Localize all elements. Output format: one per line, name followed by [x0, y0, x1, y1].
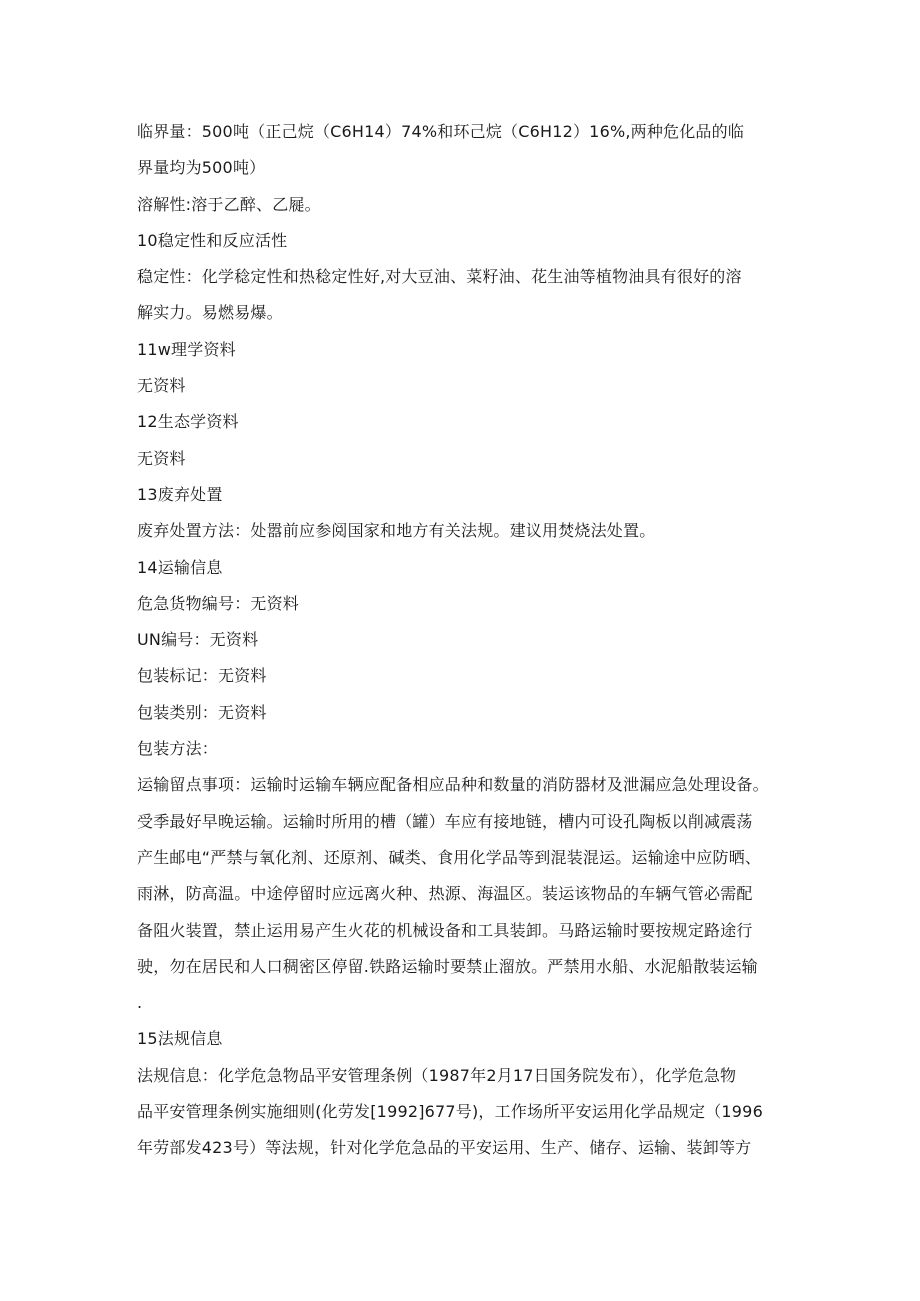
solubility-line: 溶解性:溶于乙醉、乙屣。 — [137, 194, 321, 214]
document-body — [137, 114, 817, 1167]
stability-line-2: 解实力。易燃易爆。 — [137, 303, 283, 323]
transport-notes-line-4: 雨淋，防高温。中途停留时应远离火种、热源、海温区。装运该物品的车辆气管必需配 — [137, 884, 753, 904]
transport-notes-line-7: . — [137, 993, 143, 1013]
disposal-method-line: 废弃处置方法：处嚣前应参阅国家和地方有关法规。建议用焚烧法处置。 — [137, 521, 656, 541]
regulation-line-1: 法规信息：化学危急物品平安管理条例（1987年2月17日国务院发布），化学危急物 — [137, 1065, 737, 1085]
transport-notes-line-6: 驶，勿在居民和人口稠密区停留.铁路运输时要禁止溜放。严禁用水船、水泥船散装运输 — [137, 956, 758, 976]
section-15-heading: 15法规信息 — [137, 1029, 223, 1049]
section-13-heading: 13废弃处置 — [137, 484, 223, 504]
transport-notes-line-3: 产生邮电“严禁与氧化剂、还原剂、碱类、食用化学品等到混装混运。运输途中应防晒、 — [137, 847, 762, 867]
regulation-line-3: 年劳部发423号）等法规，针对化学危急品的平安运用、生产、储存、运输、装卸等方 — [137, 1138, 752, 1158]
packaging-mark-line: 包装标记：无资料 — [137, 666, 267, 686]
section-11-heading: 11w理学资料 — [137, 339, 236, 359]
section-12-heading: 12生态学资料 — [137, 412, 239, 432]
packaging-category-line: 包装类别：无资料 — [137, 702, 267, 722]
section-14-heading: 14运输信息 — [137, 557, 223, 577]
un-number-line: UN编号：无资料 — [137, 630, 259, 650]
threshold-line-2: 界量均为500吨） — [137, 158, 266, 178]
regulation-line-2: 品平安管理条例实施细则(化劳发[1992]677号)，工作场所平安运用化学品规定（1996 — [137, 1102, 763, 1122]
stability-line-1: 稳定性：化学稔定性和热稔定性好,对大豆油、菜籽油、花生油等植物油具有很好的溶 — [137, 267, 742, 287]
section-10-heading: 10稳定性和反应活性 — [137, 230, 288, 250]
packaging-method-line: 包装方法： — [137, 739, 219, 759]
transport-notes-line-5: 备阻火装置，禁止运用易产生火花的机械设备和工具装卸。马路运输时要按规定路途行 — [137, 920, 753, 940]
section-12-content: 无资料 — [137, 448, 186, 468]
section-11-content: 无资料 — [137, 376, 186, 396]
transport-notes-line-1: 运输留点事项：运输时运输车辆应配备相应品种和数量的消防器材及泄漏应急处理设备。 — [137, 775, 769, 795]
dangerous-goods-number-line: 危急货物编号：无资料 — [137, 593, 300, 613]
transport-notes-line-2: 受季最好早晚运输。运输时所用的槽（罐）车应有接地链，槽内可设孔陶板以削减震荡 — [137, 811, 753, 831]
threshold-line-1: 临界量：500吨（正己烷（C6H14）74%和环己烷（C6H12）16%,两种危化品的临 — [137, 122, 745, 141]
